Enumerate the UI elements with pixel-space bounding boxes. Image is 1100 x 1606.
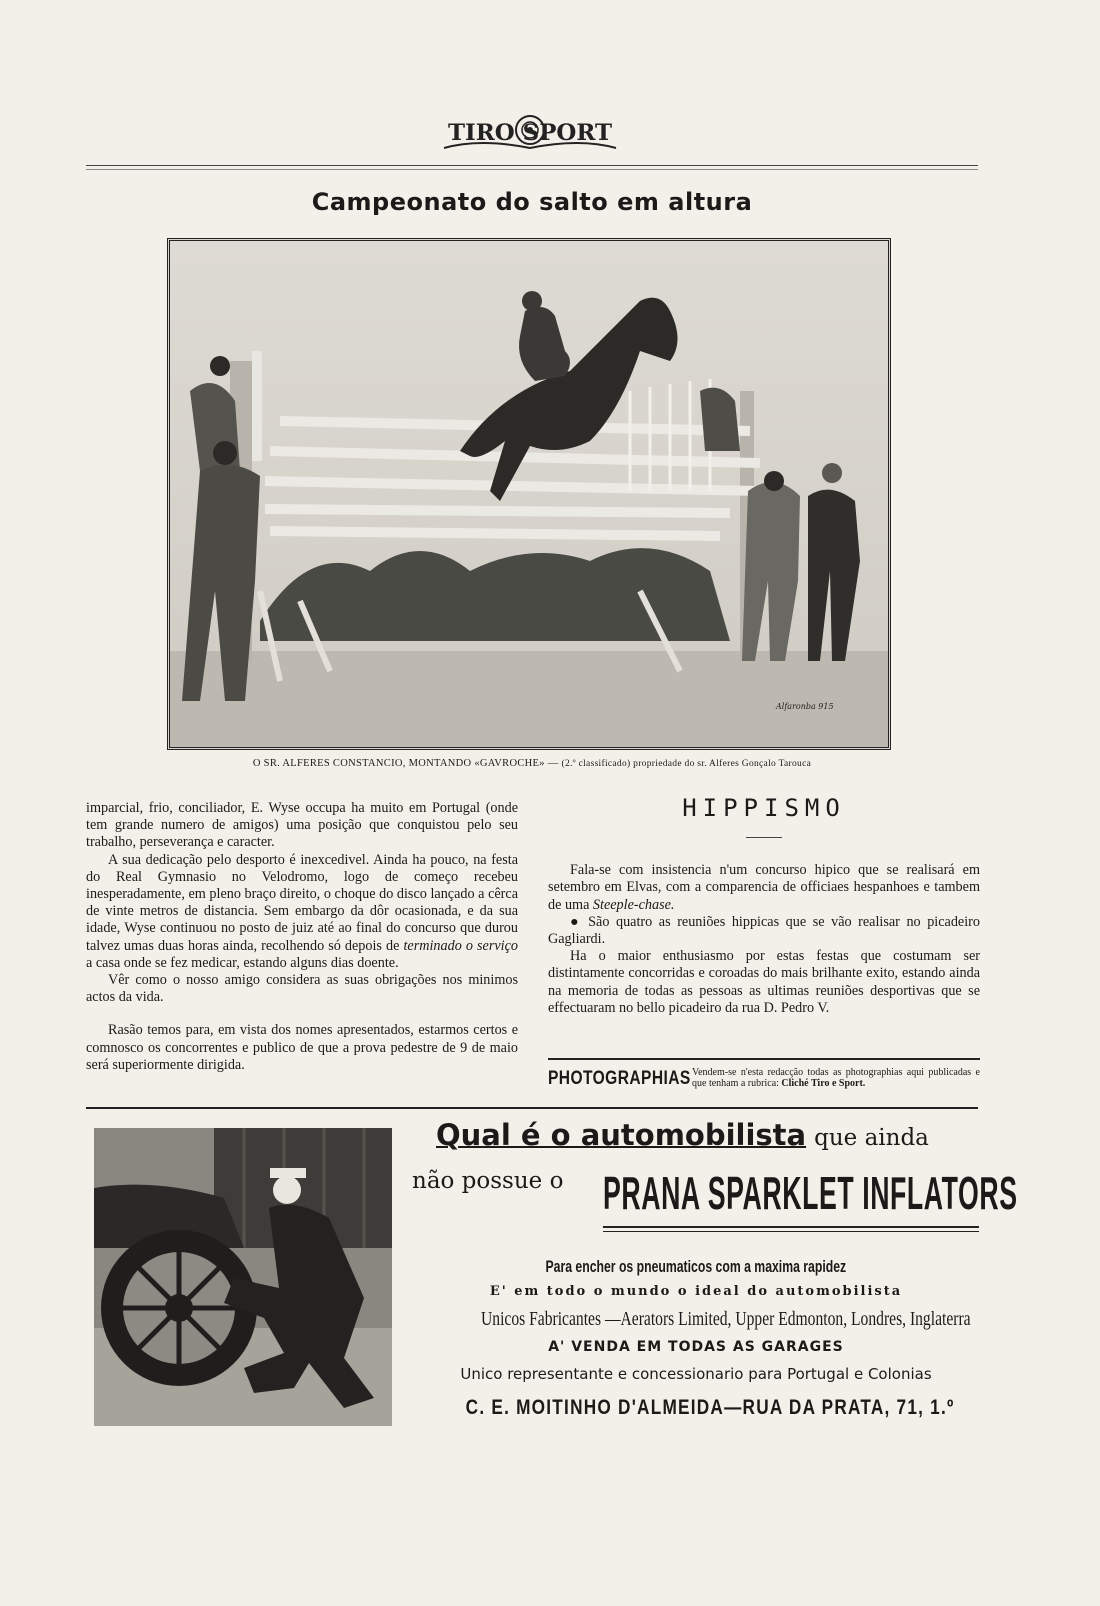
masthead-text: TIRO SPORT (448, 120, 613, 146)
header-rule-thin (86, 169, 978, 170)
brand-underline (603, 1226, 979, 1228)
photographias-note: Vendem-se n'esta redacção todas as photographias aqui publicadas e que tenham a rubrica: Cliché Tiro e Sport. (692, 1067, 980, 1089)
advert-headline (436, 1118, 929, 1152)
section-divider (746, 837, 782, 838)
masthead-logo (440, 108, 620, 158)
advert-line-2: não possue o (412, 1168, 564, 1194)
advert-ideal-line: E' em todo o mundo o ideal do automobilista (489, 1284, 903, 1299)
advert-brand-name: PRANA SPARKLET INFLATORS (603, 1167, 1018, 1219)
photo-caption (86, 758, 978, 769)
caption-tail: (2.º classificado) propriedade do sr. Alferes Gonçalo Tarouca (561, 759, 812, 769)
hippismo-column (548, 794, 980, 1017)
left-paragraph-1: imparcial, frio, conciliador, E. Wyse occupa ha muito em Portugal (onde tem grande numero de amigos) uma posição que conquistou pelo seu trabalho, perseverança e caracter. (86, 800, 518, 851)
advert-representative: Unico representante e concessionario para Portugal e Colonias (460, 1365, 932, 1383)
photographias-rule (548, 1058, 980, 1060)
hippismo-paragraph-2: ● São quatro as reuniões hippicas que se vão realisar no picadeiro Gagliardi. (548, 913, 980, 948)
caption-main: O SR. ALFERES CONSTANCIO, MONTANDO «GAVROCHE» — (252, 758, 562, 769)
advert-tagline: Para encher os pneumaticos com a maxima rapidez (545, 1257, 847, 1276)
left-paragraph-4: Rasão temos para, em vista dos nomes apresentados, estarmos certos e comnosco os concorrentes e publico de que a prova pedestre de 9 de maio será superiormente dirigida. (86, 1022, 518, 1073)
photographer-signature: Alfaronba 915 (776, 702, 834, 711)
hippismo-paragraph-3: Ha o maior enthusiasmo por estas festas que costumam ser distintamente concorridas e coroadas do mais brilhante exito, estando ainda na memoria de todas as pessoas as ultimas reuniões desportivas que se effectuaram no bello picadeiro da rua D. Pedro V. (548, 948, 980, 1016)
advert-address: C. E. MOITINHO D'ALMEIDA—RUA DA PRATA, 71, 1.º (465, 1396, 955, 1419)
advert-makers: Unicos Fabricantes —Aerators Limited, Upper Edmonton, Londres, Inglaterra (481, 1308, 971, 1330)
advert-top-rule (86, 1107, 978, 1109)
brand-underline-thin (603, 1231, 979, 1232)
advert-headline-tail: que ainda (814, 1125, 929, 1151)
hippismo-paragraph-1: Fala-se com insistencia n'um concurso hipico que se realisará em setembro em Elvas, com a comparencia de officiaes hespanhoes e tambem de uma Steeple-chase. (548, 862, 980, 913)
advert-garages: A' VENDA EM TODAS AS GARAGES (548, 1339, 844, 1355)
header-rule (86, 165, 978, 166)
article-left-column (86, 800, 518, 1074)
photographias-title: PHOTOGRAPHIAS (548, 1068, 691, 1089)
car-tyre-photo (94, 1128, 392, 1426)
advert-headline-main: Qual é o automobilista (436, 1118, 807, 1152)
page-headline: Campeonato do salto em altura (311, 188, 753, 216)
hippismo-title: HIPPISMO (682, 794, 846, 822)
horse-jump-photo (167, 238, 891, 750)
left-paragraph-2: A sua dedicação pelo desporto é inexcedivel. Ainda ha pouco, na festa do Real Gymnasio no Velodromo, logo de começo recebeu inesperadamente, em pleno braço direito, o choque do disco lançado a cêrca de vinte metros de distancia. Sem embargo da dôr ocasionada, e da sua idade, Wyse continuou no posto de juiz até ao final do concurso que durou talvez umas duas horas ainda, recolhendo só depois de terminado o serviço a casa onde se fez medicar, estando alguns dias doente. (86, 851, 518, 971)
left-paragraph-3: Vêr como o nosso amigo considera as suas obrigações nos minimos actos da vida. (86, 972, 518, 1006)
